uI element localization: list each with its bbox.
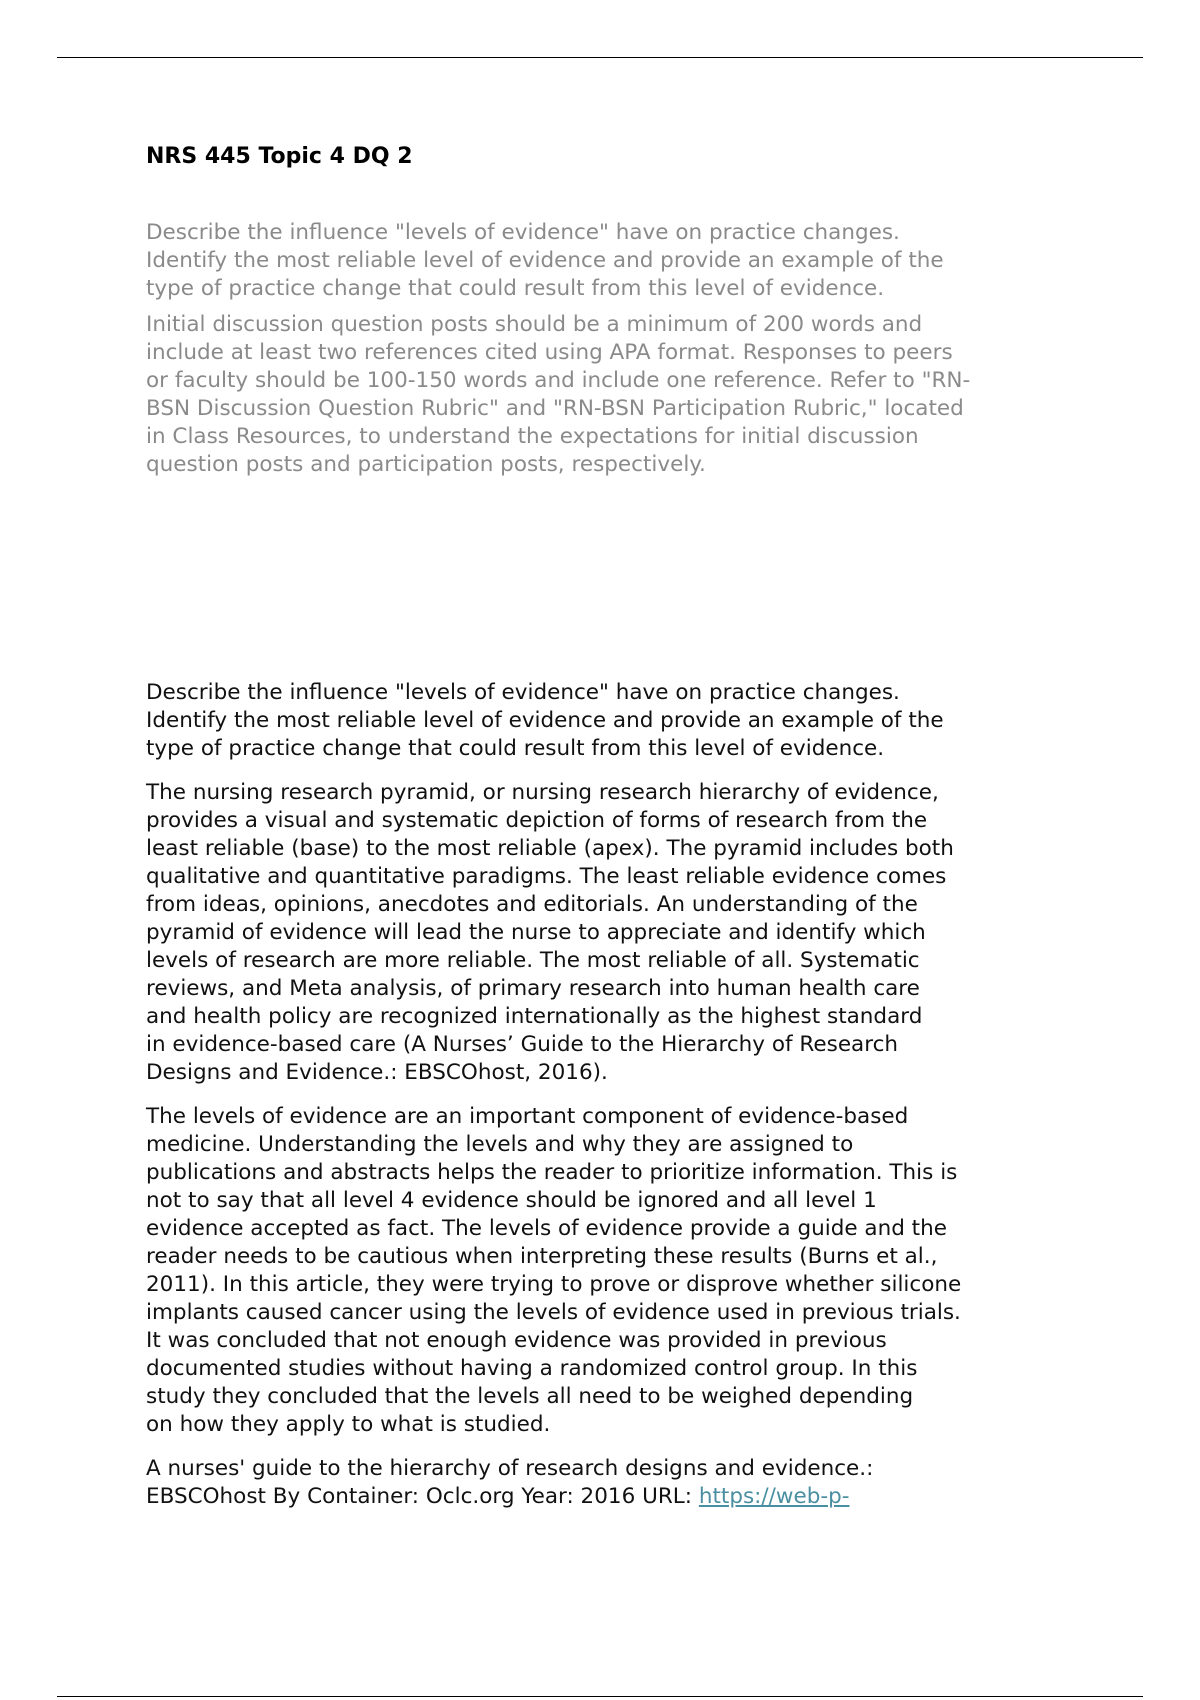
text-line: Identify the most reliable level of evidence and provide an example of the (146, 708, 944, 733)
text-line: on how they apply to what is studied. (146, 1412, 551, 1437)
text-line: provides a visual and systematic depiction of forms of research from the (146, 808, 928, 833)
document-title: NRS 445 Topic 4 DQ 2 (146, 144, 413, 169)
text-line: evidence accepted as fact. The levels of evidence provide a guide and the (146, 1216, 947, 1241)
text-line: question posts and participation posts, respectively. (146, 452, 706, 477)
text-line: include at least two references cited using APA format. Responses to peers (146, 340, 953, 365)
answer-section (146, 679, 1086, 1511)
answer-paragraph-1 (146, 679, 1086, 763)
text-line: The levels of evidence are an important component of evidence-based (146, 1104, 909, 1129)
reference-text: EBSCOhost By Container: Oclc.org Year: 2016 URL: (146, 1484, 699, 1509)
text-line: least reliable (base) to the most reliable (apex). The pyramid includes both (146, 836, 954, 861)
text-line: levels of research are more reliable. The most reliable of all. Systematic (146, 948, 920, 973)
text-line: from ideas, opinions, anecdotes and editorials. An understanding of the (146, 892, 918, 917)
text-line: implants caused cancer using the levels of evidence used in previous trials. (146, 1300, 961, 1325)
prompt-section (146, 219, 1086, 479)
text-line: Initial discussion question posts should be a minimum of 200 words and (146, 312, 923, 337)
text-line: publications and abstracts helps the reader to prioritize information. This is (146, 1160, 958, 1185)
answer-paragraph-3 (146, 1103, 1086, 1439)
text-line: reviews, and Meta analysis, of primary research into human health care (146, 976, 920, 1001)
answer-paragraph-2 (146, 779, 1086, 1087)
text-line: in evidence-based care (A Nurses’ Guide to the Hierarchy of Research (146, 1032, 899, 1057)
text-line: Identify the most reliable level of evidence and provide an example of the (146, 248, 944, 273)
text-line: The nursing research pyramid, or nursing research hierarchy of evidence, (146, 780, 939, 805)
reference-paragraph (146, 1455, 1086, 1511)
reference-line: A nurses' guide to the hierarchy of research designs and evidence.: (146, 1456, 874, 1481)
text-line: type of practice change that could result from this level of evidence. (146, 736, 885, 761)
text-line: documented studies without having a randomized control group. In this (146, 1356, 918, 1381)
prompt-paragraph-2 (146, 311, 1086, 479)
text-line: 2011). In this article, they were trying to prove or disprove whether silicone (146, 1272, 962, 1297)
text-line: or faculty should be 100-150 words and include one reference. Refer to "RN- (146, 368, 971, 393)
bottom-divider (57, 1696, 1143, 1697)
reference-line (146, 1483, 1086, 1511)
text-line: study they concluded that the levels all need to be weighed depending (146, 1384, 914, 1409)
text-line: Describe the influence "levels of evidence" have on practice changes. (146, 680, 900, 705)
reference-url-link[interactable]: https://web-p- (698, 1484, 850, 1509)
text-line: Designs and Evidence.: EBSCOhost, 2016). (146, 1060, 608, 1085)
text-line: and health policy are recognized internationally as the highest standard (146, 1004, 923, 1029)
text-line: qualitative and quantitative paradigms. The least reliable evidence comes (146, 864, 947, 889)
text-line: medicine. Understanding the levels and why they are assigned to (146, 1132, 854, 1157)
text-line: Describe the influence "levels of evidence" have on practice changes. (146, 220, 900, 245)
prompt-paragraph-1 (146, 219, 1086, 303)
text-line: pyramid of evidence will lead the nurse to appreciate and identify which (146, 920, 926, 945)
text-line: in Class Resources, to understand the expectations for initial discussion (146, 424, 919, 449)
text-line: reader needs to be cautious when interpreting these results (Burns et al., (146, 1244, 938, 1269)
text-line: It was concluded that not enough evidence was provided in previous (146, 1328, 887, 1353)
text-line: type of practice change that could result from this level of evidence. (146, 276, 885, 301)
top-divider (57, 57, 1143, 58)
text-line: BSN Discussion Question Rubric" and "RN-BSN Participation Rubric," located (146, 396, 964, 421)
text-line: not to say that all level 4 evidence should be ignored and all level 1 (146, 1188, 877, 1213)
